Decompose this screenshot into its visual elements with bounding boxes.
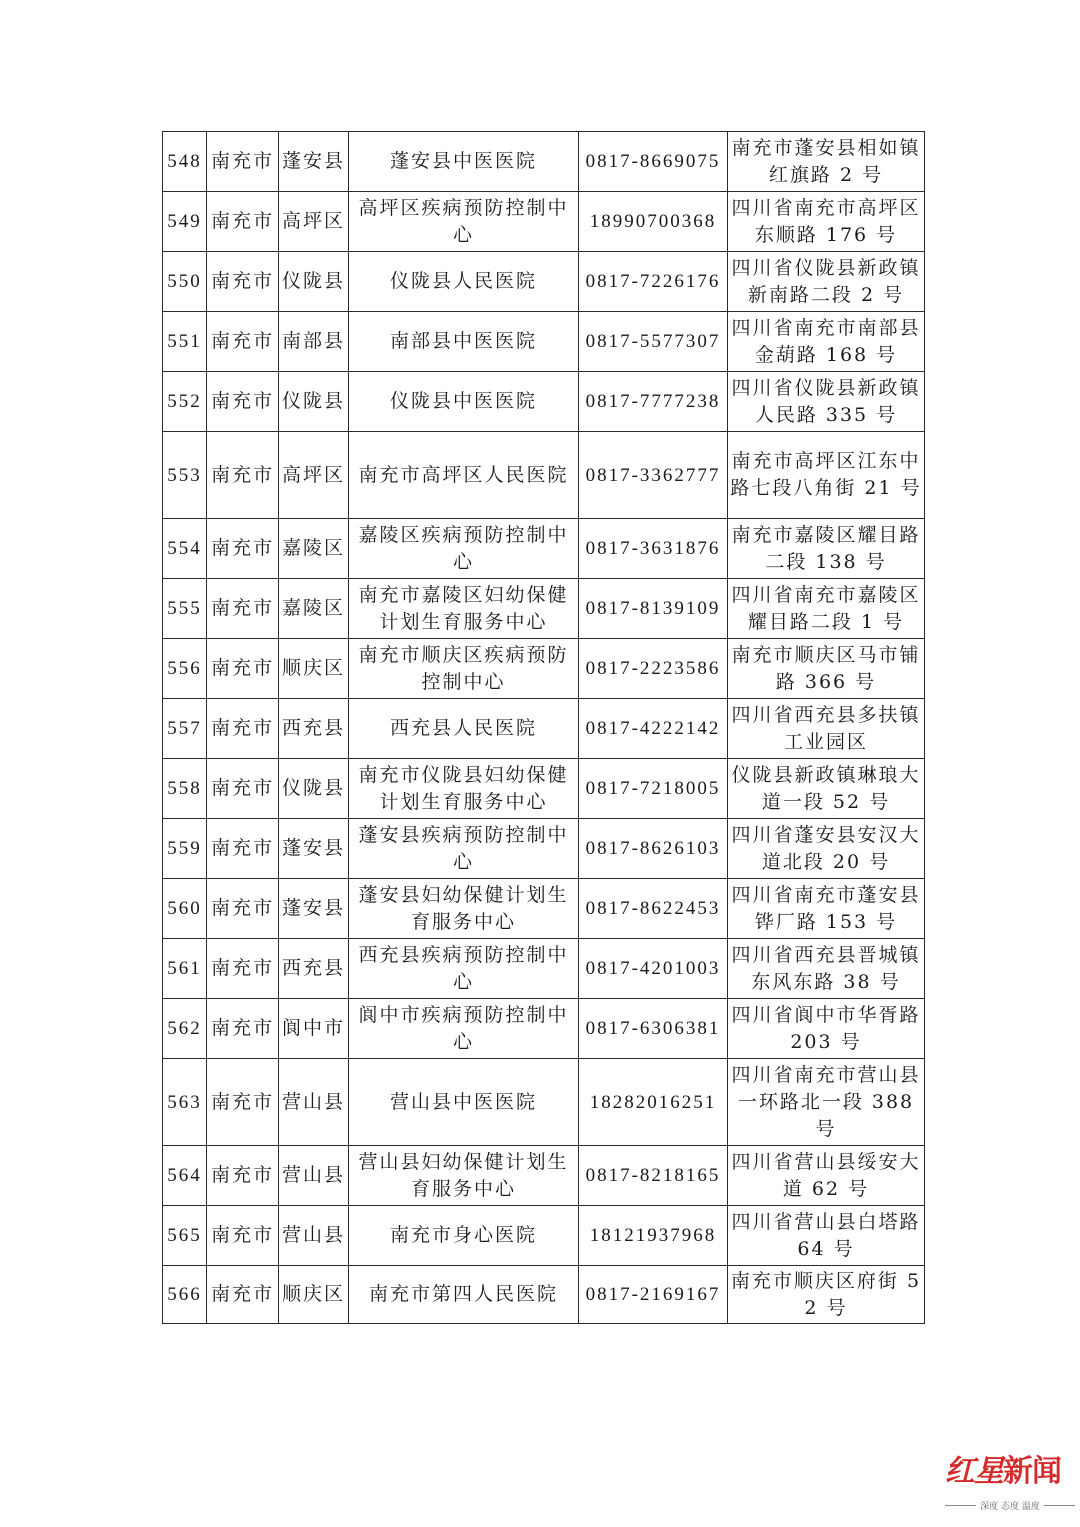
- address-cell: 四川省南充市嘉陵区耀目路二段 1 号: [728, 579, 925, 639]
- row-number: 553: [163, 432, 207, 519]
- address-cell: 四川省西充县晋城镇东风东路 38 号: [728, 939, 925, 999]
- watermark-tagline-row: [945, 1499, 1075, 1512]
- table-row: [163, 579, 925, 639]
- row-number: 549: [163, 192, 207, 252]
- phone-cell: 18282016251: [579, 1059, 728, 1146]
- row-number: 563: [163, 1059, 207, 1146]
- city-cell: 南充市: [207, 1146, 279, 1206]
- institution-name-cell: 南部县中医医院: [349, 312, 579, 372]
- table-row: [163, 999, 925, 1059]
- table-row: [163, 699, 925, 759]
- address-cell: 四川省营山县白塔路 64 号: [728, 1206, 925, 1266]
- address-cell: 仪陇县新政镇琳琅大道一段 52 号: [728, 759, 925, 819]
- county-cell: 南部县: [279, 312, 349, 372]
- row-number: 550: [163, 252, 207, 312]
- county-cell: 营山县: [279, 1146, 349, 1206]
- county-cell: 嘉陵区: [279, 519, 349, 579]
- row-number: 548: [163, 132, 207, 192]
- city-cell: 南充市: [207, 699, 279, 759]
- table-row: [163, 1206, 925, 1266]
- address-cell: 四川省南充市高坪区东顺路 176 号: [728, 192, 925, 252]
- address-cell: 四川省南充市营山县一环路北一段 388 号: [728, 1059, 925, 1146]
- phone-cell: 0817-8218165: [579, 1146, 728, 1206]
- address-cell: 四川省西充县多扶镇工业园区: [728, 699, 925, 759]
- institution-name-cell: 蓬安县疾病预防控制中心: [349, 819, 579, 879]
- address-cell: 南充市顺庆区府街 52 号: [728, 1266, 925, 1324]
- watermark-tagline: 深度 态度 温度: [980, 1502, 1040, 1512]
- phone-cell: 18990700368: [579, 192, 728, 252]
- address-cell: 四川省蓬安县安汉大道北段 20 号: [728, 819, 925, 879]
- county-cell: 蓬安县: [279, 879, 349, 939]
- row-number: 562: [163, 999, 207, 1059]
- phone-cell: 0817-8622453: [579, 879, 728, 939]
- table-row: [163, 819, 925, 879]
- county-cell: 高坪区: [279, 192, 349, 252]
- row-number: 556: [163, 639, 207, 699]
- address-cell: 南充市蓬安县相如镇红旗路 2 号: [728, 132, 925, 192]
- address-cell: 南充市高坪区江东中路七段八角街 21 号: [728, 432, 925, 519]
- address-cell: 四川省仪陇县新政镇新南路二段 2 号: [728, 252, 925, 312]
- county-cell: 嘉陵区: [279, 579, 349, 639]
- phone-cell: 0817-6306381: [579, 999, 728, 1059]
- table-row: [163, 879, 925, 939]
- institution-name-cell: 南充市第四人民医院: [349, 1266, 579, 1324]
- county-cell: 蓬安县: [279, 819, 349, 879]
- address-cell: 南充市顺庆区马市铺路 366 号: [728, 639, 925, 699]
- table-row: [163, 1266, 925, 1324]
- row-number: 554: [163, 519, 207, 579]
- phone-cell: 0817-7226176: [579, 252, 728, 312]
- city-cell: 南充市: [207, 939, 279, 999]
- county-cell: 顺庆区: [279, 1266, 349, 1324]
- institution-name-cell: 仪陇县中医医院: [349, 372, 579, 432]
- phone-cell: 0817-4222142: [579, 699, 728, 759]
- phone-cell: 0817-5577307: [579, 312, 728, 372]
- phone-cell: 0817-8669075: [579, 132, 728, 192]
- row-number: 551: [163, 312, 207, 372]
- institution-name-cell: 营山县妇幼保健计划生育服务中心: [349, 1146, 579, 1206]
- institution-name-cell: 仪陇县人民医院: [349, 252, 579, 312]
- row-number: 557: [163, 699, 207, 759]
- city-cell: 南充市: [207, 312, 279, 372]
- table-row: [163, 372, 925, 432]
- watermark-title: [945, 1455, 1061, 1489]
- row-number: 559: [163, 819, 207, 879]
- county-cell: 西充县: [279, 699, 349, 759]
- divider: [945, 1505, 976, 1506]
- institution-name-cell: 西充县疾病预防控制中心: [349, 939, 579, 999]
- table-row: [163, 312, 925, 372]
- institution-name-cell: 嘉陵区疾病预防控制中心: [349, 519, 579, 579]
- row-number: 561: [163, 939, 207, 999]
- county-cell: 营山县: [279, 1206, 349, 1266]
- table-row: [163, 939, 925, 999]
- city-cell: 南充市: [207, 1206, 279, 1266]
- watermark-logo: [945, 1455, 1075, 1520]
- address-cell: 四川省仪陇县新政镇人民路 335 号: [728, 372, 925, 432]
- county-cell: 顺庆区: [279, 639, 349, 699]
- phone-cell: 0817-3362777: [579, 432, 728, 519]
- city-cell: 南充市: [207, 759, 279, 819]
- table-row: [163, 432, 925, 519]
- county-cell: 西充县: [279, 939, 349, 999]
- county-cell: 高坪区: [279, 432, 349, 519]
- city-cell: 南充市: [207, 1266, 279, 1324]
- institution-name-cell: 南充市顺庆区疾病预防控制中心: [349, 639, 579, 699]
- phone-cell: 0817-4201003: [579, 939, 728, 999]
- institution-name-cell: 蓬安县中医医院: [349, 132, 579, 192]
- table-row: [163, 252, 925, 312]
- watermark-suffix: 新闻: [1003, 1454, 1061, 1489]
- phone-cell: 0817-2223586: [579, 639, 728, 699]
- county-cell: 蓬安县: [279, 132, 349, 192]
- city-cell: 南充市: [207, 252, 279, 312]
- phone-cell: 0817-8626103: [579, 819, 728, 879]
- institution-name-cell: 南充市嘉陵区妇幼保健计划生育服务中心: [349, 579, 579, 639]
- row-number: 558: [163, 759, 207, 819]
- address-cell: 南充市嘉陵区耀目路二段 138 号: [728, 519, 925, 579]
- institution-name-cell: 西充县人民医院: [349, 699, 579, 759]
- city-cell: 南充市: [207, 579, 279, 639]
- phone-cell: 0817-2169167: [579, 1266, 728, 1324]
- institution-name-cell: 阆中市疾病预防控制中心: [349, 999, 579, 1059]
- institution-table: [162, 131, 925, 1324]
- city-cell: 南充市: [207, 519, 279, 579]
- city-cell: 南充市: [207, 132, 279, 192]
- address-cell: 四川省营山县绥安大道 62 号: [728, 1146, 925, 1206]
- table-row: [163, 519, 925, 579]
- institution-name-cell: 南充市高坪区人民医院: [349, 432, 579, 519]
- phone-cell: 0817-7218005: [579, 759, 728, 819]
- table-row: [163, 1059, 925, 1146]
- table-row: [163, 192, 925, 252]
- address-cell: 四川省阆中市华胥路 203 号: [728, 999, 925, 1059]
- city-cell: 南充市: [207, 432, 279, 519]
- phone-cell: 18121937968: [579, 1206, 728, 1266]
- row-number: 565: [163, 1206, 207, 1266]
- institution-name-cell: 南充市仪陇县妇幼保健计划生育服务中心: [349, 759, 579, 819]
- row-number: 552: [163, 372, 207, 432]
- institution-name-cell: 南充市身心医院: [349, 1206, 579, 1266]
- address-cell: 四川省南充市蓬安县铧厂路 153 号: [728, 879, 925, 939]
- county-cell: 仪陇县: [279, 252, 349, 312]
- city-cell: 南充市: [207, 192, 279, 252]
- phone-cell: 0817-7777238: [579, 372, 728, 432]
- row-number: 555: [163, 579, 207, 639]
- table-row: [163, 132, 925, 192]
- county-cell: 阆中市: [279, 999, 349, 1059]
- table-row: [163, 639, 925, 699]
- institution-name-cell: 营山县中医医院: [349, 1059, 579, 1146]
- table-row: [163, 759, 925, 819]
- city-cell: 南充市: [207, 999, 279, 1059]
- table-row: [163, 1146, 925, 1206]
- city-cell: 南充市: [207, 819, 279, 879]
- address-cell: 四川省南充市南部县金葫路 168 号: [728, 312, 925, 372]
- phone-cell: 0817-3631876: [579, 519, 728, 579]
- institution-name-cell: 高坪区疾病预防控制中心: [349, 192, 579, 252]
- city-cell: 南充市: [207, 1059, 279, 1146]
- divider: [1044, 1505, 1075, 1506]
- watermark-brand: 红星: [945, 1454, 1003, 1489]
- city-cell: 南充市: [207, 372, 279, 432]
- city-cell: 南充市: [207, 879, 279, 939]
- county-cell: 仪陇县: [279, 759, 349, 819]
- county-cell: 仪陇县: [279, 372, 349, 432]
- city-cell: 南充市: [207, 639, 279, 699]
- institution-name-cell: 蓬安县妇幼保健计划生育服务中心: [349, 879, 579, 939]
- phone-cell: 0817-8139109: [579, 579, 728, 639]
- row-number: 564: [163, 1146, 207, 1206]
- table-body: [163, 132, 925, 1324]
- row-number: 560: [163, 879, 207, 939]
- row-number: 566: [163, 1266, 207, 1324]
- county-cell: 营山县: [279, 1059, 349, 1146]
